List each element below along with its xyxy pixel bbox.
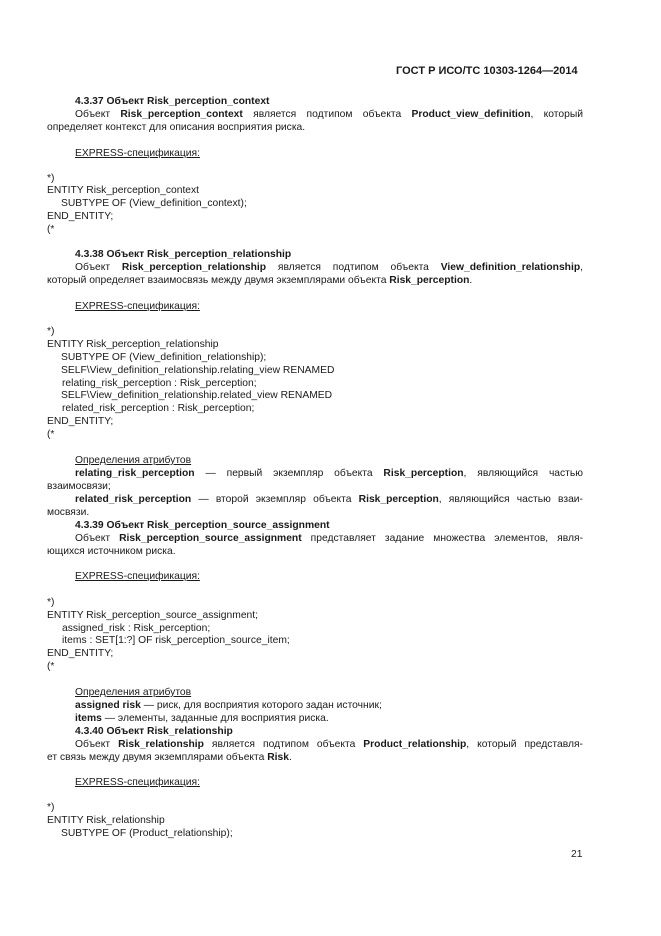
paragraph-line: ет связь между двумя экземплярами объекта Risk. [47,752,292,763]
section-heading-4-3-37: 4.3.37 Объект Risk_perception_context [75,96,270,107]
express-spec-label: EXPRESS-спецификация: [75,571,200,582]
code-line: relating_risk_perception : Risk_perception; [62,378,257,389]
express-spec-label: EXPRESS-спецификация: [75,148,200,159]
paragraph-line: Объект Risk_perception_context является подтипом объекта Product_view_definition, который [75,109,583,120]
attribute-definition: assigned risk — риск, для восприятия которого задан источник; [75,700,382,711]
code-line: *) [47,326,55,337]
code-line: SUBTYPE OF (View_definition_context); [61,198,247,209]
code-line: SUBTYPE OF (Product_relationship); [61,828,233,839]
paragraph-line: Объект Risk_relationship является подтипом объекта Product_relationship, который представля- [75,739,583,750]
code-line: ENTITY Risk_perception_context [47,185,200,196]
express-spec-label: EXPRESS-спецификация: [75,777,200,788]
page-number: 21 [571,849,583,860]
code-line: *) [47,597,55,608]
paragraph-line: определяет контекст для описания восприятия риска. [47,122,306,133]
code-line: *) [47,173,55,184]
express-spec-label: EXPRESS-спецификация: [75,301,200,312]
paragraph-line: который определяет взаимосвязь между двумя экземплярами объекта Risk_perception. [47,275,473,286]
code-line: (* [47,224,55,235]
code-line: ENTITY Risk_relationship [47,815,165,826]
attribute-definition: мосвязи. [47,507,90,518]
section-heading-4-3-39: 4.3.39 Объект Risk_perception_source_assignment [75,520,330,531]
paragraph-line: Объект Risk_perception_relationship является подтипом объекта View_definition_relationship, [75,262,583,273]
code-line: items : SET[1:?] OF risk_perception_source_item; [62,635,290,646]
code-line: (* [47,429,55,440]
code-line: ENTITY Risk_perception_source_assignment; [47,610,258,621]
code-line: assigned_risk : Risk_perception; [62,623,211,634]
attribute-definition: relating_risk_perception — первый экземпляр объекта Risk_perception, являющийся частью [75,468,583,479]
attribute-definition: related_risk_perception — второй экземпляр объекта Risk_perception, являющийся частью взаи- [75,494,583,505]
section-heading-4-3-38: 4.3.38 Объект Risk_perception_relationship [75,249,292,260]
page-header: ГОСТ Р ИСО/ТС 10303-1264—2014 [396,65,578,77]
code-line: (* [47,661,55,672]
code-line: END_ENTITY; [47,211,114,222]
code-line: ENTITY Risk_perception_relationship [47,339,219,350]
code-line: related_risk_perception : Risk_perception; [62,403,255,414]
attribute-definition: взаимосвязи; [47,481,111,492]
section-heading-4-3-40: 4.3.40 Объект Risk_relationship [75,726,233,737]
attribute-definition: items — элементы, заданные для восприятия риска. [75,713,329,724]
code-line: *) [47,802,55,813]
paragraph-line: ющихся источником риска. [47,546,176,557]
code-line: END_ENTITY; [47,416,114,427]
code-line: SELF\View_definition_relationship.relating_view RENAMED [61,365,335,376]
code-line: SELF\View_definition_relationship.related_view RENAMED [61,390,333,401]
attribute-definitions-title: Определения атрибутов [75,687,192,698]
code-line: SUBTYPE OF (View_definition_relationship); [61,352,267,363]
paragraph-line: Объект Risk_perception_source_assignment представляет задание множества элементов, явля- [75,533,583,544]
code-line: END_ENTITY; [47,648,114,659]
attribute-definitions-title: Определения атрибутов [75,455,192,466]
